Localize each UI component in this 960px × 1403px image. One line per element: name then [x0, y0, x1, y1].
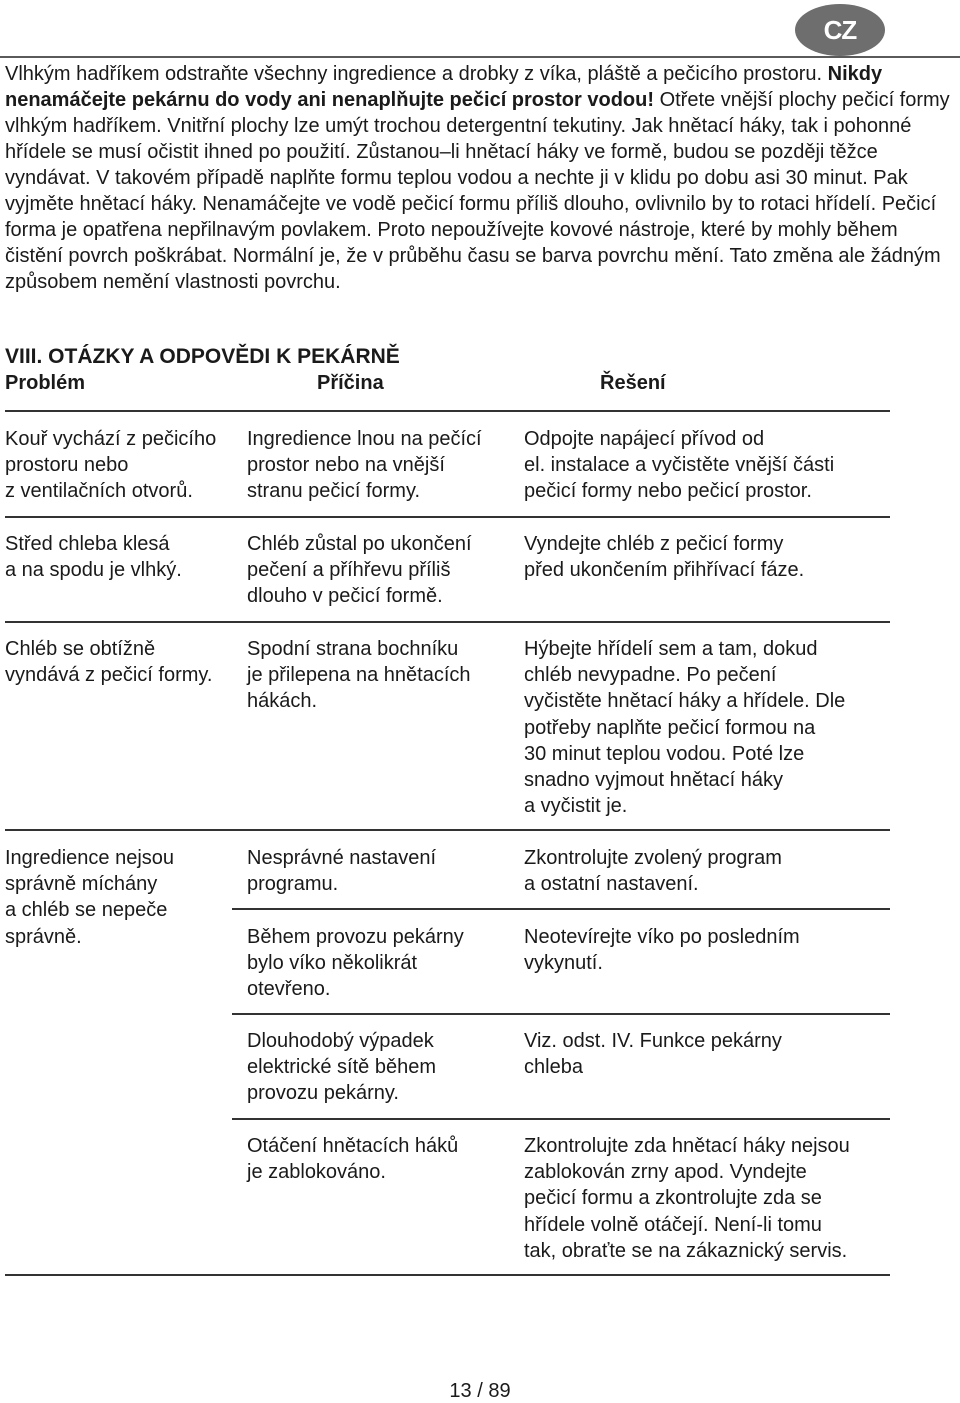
intro-text-1: Vlhkým hadříkem odstraňte všechny ingredience a drobky z víka, pláště a pečicího prostoru.	[5, 63, 828, 85]
row4-cause-3: Dlouhodobý výpadek elektrické sítě během provozu pekárny.	[247, 1030, 436, 1105]
column-header-solution: Řešení	[600, 372, 666, 394]
row4-cause-4: Otáčení hnětacích háků je zablokováno.	[247, 1135, 459, 1184]
row4-problem: Ingredience nejsou správně míchány a chléb se nepeče správně.	[5, 847, 175, 948]
row4-solution-3: Viz. odst. IV. Funkce pekárny chleba	[524, 1030, 782, 1079]
intro-text-2: Otřete vnější plochy pečicí formy vlhkým hadříkem. Vnitřní plochy lze umýt trochou detergentní tekutiny. Jak hnětací háky, tak i pohonné hřídele se musí očistit ihned po použití. Zůstanou–li hnětací háky ve formě, budou se později těžce vyndávat. V takovém případě naplňte formu teplou vodou a nechte ji v klidu po dobu asi 30 minut. Pak vyjměte hnětací háky. Nenamáčejte ve vodě pečicí formu příliš dlouho, ovlivnilo by to rotaci hřídelí. Pečicí forma je opatřena nepřilnavým povlakem. Proto nepoužívejte kovové nástroje, které by mohly během čistění povrch poškrábat. Normální je, že v průběhu času se barva povrchu mění. Tato změna ale žádným způsobem nemění vlastnosti povrchu.	[5, 89, 950, 293]
row4-cause-2: Během provozu pekárny bylo víko několikrát otevřeno.	[247, 926, 464, 1001]
row1-cause: Ingredience lnou na pečící prostor nebo na vnější stranu pečicí formy.	[247, 428, 482, 503]
row-divider	[5, 621, 890, 623]
column-header-problem: Problém	[5, 372, 86, 394]
sub-row-divider	[232, 1118, 890, 1120]
language-code: CZ	[823, 14, 857, 45]
sub-row-divider	[232, 908, 890, 910]
row2-solution: Vyndejte chléb z pečicí formy před ukončením přihřívací fáze.	[524, 533, 805, 582]
row3-solution: Hýbejte hřídelí sem a tam, dokud chléb nevypadne. Po pečení vyčistěte hnětací háky a hřídele. Dle potřeby naplňte pečicí formou na 30 minut teplou vodou. Poté lze snadno vyjmout hnětací háky a vyčistit je.	[524, 638, 846, 818]
page-number: 13 / 89	[449, 1380, 511, 1402]
header-rule	[0, 56, 960, 58]
intro-warning: Nikdy nenamáčejte pekárnu do vody ani nenaplňujte pečicí prostor vodou!	[5, 63, 883, 111]
row3-problem: Chléb se obtížně vyndává z pečicí formy.	[5, 638, 213, 687]
row-divider	[5, 516, 890, 518]
row1-problem: Kouř vychází z pečicího prostoru nebo z ventilačních otvorů.	[5, 428, 217, 503]
language-badge	[795, 4, 885, 56]
row2-problem: Střed chleba klesá a na spodu je vlhký.	[5, 533, 182, 582]
row4-solution-1: Zkontrolujte zvolený program a ostatní nastavení.	[524, 847, 782, 896]
row-divider	[5, 829, 890, 831]
row2-cause: Chléb zůstal po ukončení pečení a příhřevu příliš dlouho v pečicí formě.	[247, 533, 472, 608]
section-title: VIII. OTÁZKY A ODPOVĚDI K PEKÁRNĚ	[5, 345, 400, 368]
row1-solution: Odpojte napájecí přívod od el. instalace a vyčistěte vnější části pečicí formy nebo pečicí prostor.	[524, 428, 835, 503]
table-header-rule	[5, 410, 890, 412]
sub-row-divider	[232, 1013, 890, 1015]
column-header-cause: Příčina	[317, 372, 384, 394]
row4-cause-1: Nesprávné nastavení programu.	[247, 847, 437, 896]
row4-solution-4: Zkontrolujte zda hnětací háky nejsou zablokován zrny apod. Vyndejte pečicí formu a zkontrolujte zda se hřídele volně otáčejí. Není-li tomu tak, obraťte se na zákaznický servis.	[524, 1135, 850, 1262]
table-bottom-rule	[5, 1274, 890, 1276]
row3-cause: Spodní strana bochníku je přilepena na hnětacích hákách.	[247, 638, 471, 713]
row4-solution-2: Neotevírejte víko po posledním vykynutí.	[524, 926, 800, 975]
intro-paragraph	[5, 61, 955, 295]
